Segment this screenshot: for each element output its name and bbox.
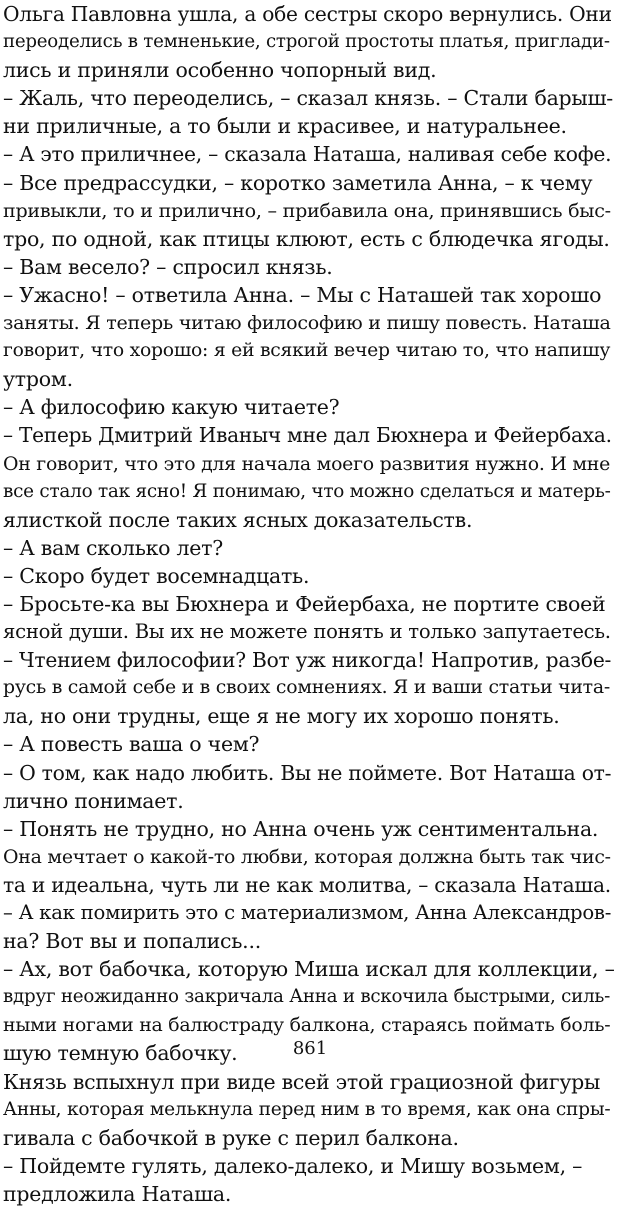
text-line: – А вам сколько лет? <box>3 535 224 560</box>
text-line: – А как помирить это с материализмом, Анна Александров- <box>3 901 612 924</box>
text-line: ясной души. Вы их не можете понять и только запутаетесь. <box>3 620 611 644</box>
text-line: лично понимает. <box>3 788 184 813</box>
text-line: привыкли, то и прилично, – прибавила она, принявшись быс- <box>3 199 611 222</box>
text-line: – О том, как надо любить. Вы не поймете. Вот Наташа от- <box>3 760 612 785</box>
text-line: – Пойдемте гулять, далеко-далеко, и Мишу возьмем, – <box>3 1153 583 1178</box>
text-line: вдруг неожиданно закричала Анна и вскочила быстрыми, силь- <box>3 986 611 1008</box>
text-line: – Бросьте-ка вы Бюхнера и Фейербаха, не портите своей <box>3 591 606 616</box>
text-line: гивала с бабочкой в руке с перил балкона. <box>3 1125 459 1150</box>
text-line: Ольга Павловна ушла, а обе сестры скоро вернулись. Они <box>3 2 612 26</box>
text-line: – Чтением философии? Вот уж никогда! Напротив, разбе- <box>3 648 612 673</box>
text-line: Князь вспыхнул при виде всей этой грациозной фигуры <box>3 1069 601 1094</box>
text-line: ными ногами на балюстраду балкона, стараясь поймать боль- <box>3 1014 611 1037</box>
text-line: ла, но они трудны, еще я не могу их хорошо понять. <box>3 704 560 729</box>
body-text <box>3 0 615 1208</box>
text-line: лись и приняли особенно чопорный вид. <box>3 58 437 83</box>
text-line: – Скоро будет восемнадцать. <box>3 563 310 588</box>
text-line: – Жаль, что переоделись, – сказал князь. – Стали барыш- <box>3 86 613 111</box>
text-line: Он говорит, что это для начала моего развития нужно. И мне <box>3 452 611 475</box>
text-line: – А это приличнее, – сказала Наташа, наливая себе кофе. <box>3 142 612 167</box>
text-line: ни приличные, а то были и красивее, и натуральнее. <box>3 114 567 139</box>
text-line: – А философию какую читаете? <box>3 395 340 420</box>
text-line: – А повесть ваша о чем? <box>3 732 260 757</box>
text-line: говорит, что хорошо: я ей всякий вечер читаю то, что напишу <box>3 340 611 362</box>
text-line: утром. <box>3 367 73 392</box>
text-line: – Понять не трудно, но Анна очень уж сентиментальна. <box>3 816 599 841</box>
text-line: заняты. Я теперь читаю философию и пишу повесть. Наташа <box>3 312 611 335</box>
text-line: переоделись в темненькие, строгой простоты платья, приглади- <box>3 31 610 53</box>
text-line: – Теперь Дмитрий Иваныч мне дал Бюхнера и Фейербаха. <box>3 423 612 448</box>
text-line: на? Вот вы и попались... <box>3 929 261 954</box>
text-line: та и идеальна, чуть ли не как молитва, – сказала Наташа. <box>3 872 611 897</box>
text-line: шую темную бабочку. <box>3 1041 238 1066</box>
page-number: 861 <box>292 1038 328 1059</box>
text-line: ялисткой после таких ясных доказательств. <box>3 507 473 532</box>
text-line: тро, по одной, как птицы клюют, есть с блюдечка ягоды. <box>3 226 610 251</box>
text-line: Анны, которая мелькнула перед ним в то время, как она спры- <box>3 1098 611 1120</box>
text-line: – Ах, вот бабочка, которую Миша искал для коллекции, – <box>3 957 615 982</box>
text-line: – Вам весело? – спросил князь. <box>3 254 333 279</box>
text-line: предложила Наташа. <box>3 1181 232 1206</box>
text-line: – Ужасно! – ответила Анна. – Мы с Наташей так хорошо <box>3 282 602 307</box>
text-line: Она мечтает о какой-то любви, которая должна быть так чис- <box>3 845 611 868</box>
text-line: русь в самой себе и в своих сомнениях. Я и ваши статьи чита- <box>3 677 610 699</box>
text-line: все стало так ясно! Я понимаю, что можно сделаться и матерь- <box>3 480 611 502</box>
text-line: – Все предрассудки, – коротко заметила Анна, – к чему <box>3 170 593 195</box>
